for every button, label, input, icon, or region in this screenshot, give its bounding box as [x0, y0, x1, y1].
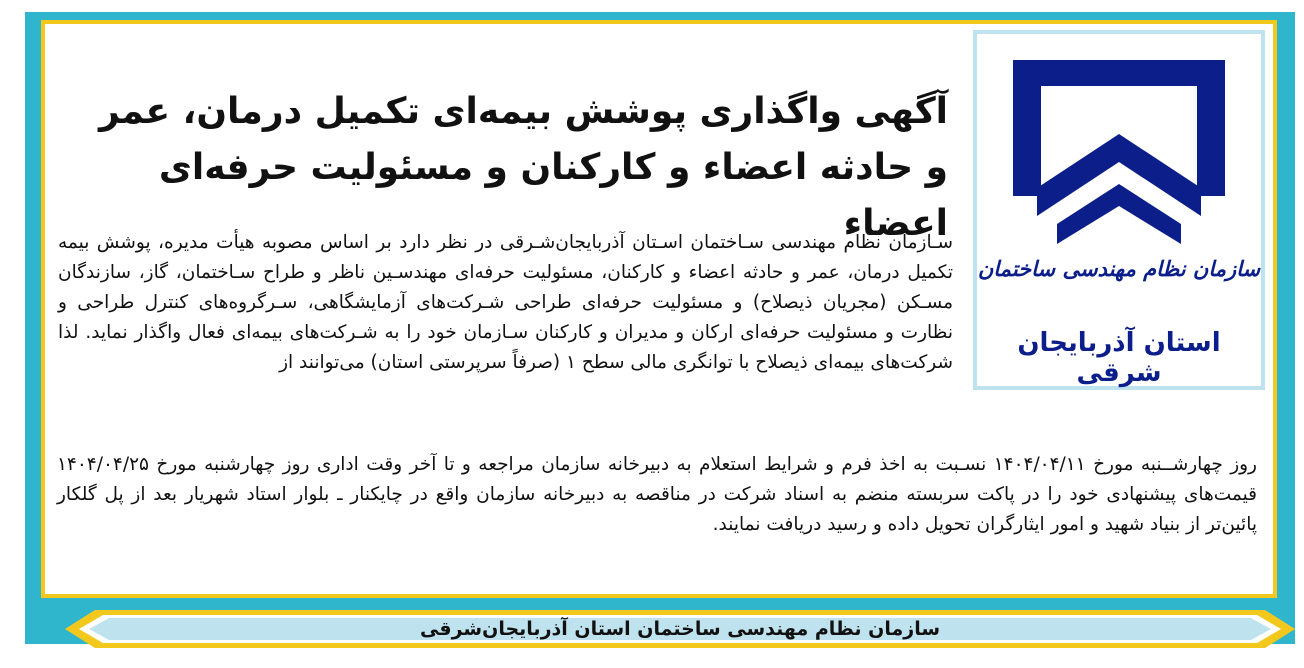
footer-signature-band: [65, 608, 1295, 650]
logo-province-label: استان آذربایجان شرقی: [1017, 328, 1221, 388]
notice-panel: [41, 20, 1277, 598]
notice-title: [68, 84, 948, 252]
notice-body-paragraph-2: روز چهارشــنبه مورخ ۱۴۰۴/۰۴/۱۱ نسـبت به اخذ فرم و شرایط استعلام به دبیرخانه سازمان مراجعه و تا آخر وقت اداری روز چهارشنبه مورخ ۱۴۰۴/۰۴/۲۵ قیمت‌های پیشنهادی خود را در پاکت سربسته منضم به اسناد شرکت در مناقصه به دبیرخانه سازمان واقع در چایکنار ـ بلوار استاد شهریار بعد از پل گلکار پائین‌تر از بنیاد شهید و امور ایثارگران تحویل داده و رسید دریافت نمایند.: [57, 454, 1257, 535]
notice-body-paragraph-1: سـازمان نظام مهندسی سـاختمان اسـتان آذربایجان‌شـرقی در نظر دارد بر اساس مصوبه هیأت مدیره، پوشش بیمه تکمیل درمان، عمر و حادثه اعضاء و کارکنان، مسئولیت حرفه‌ای مهندسـین ناظر و طراح سـاختمان، گاز، سازندگان مسـکن (مجریان ذیصلاح) و مسئولیت حرفه‌ای طراحی شـرکت‌های آزمایشگاهی، سـرگروه‌های کنترل طراحی و نظارت و مسئولیت حرفه‌ای ارکان و مدیران و کارکنان سـازمان خود را به شـرکت‌های بیمه‌ای فعال واگذار نماید. لذا شرکت‌های بیمه‌ای ذیصلاح با توانگری مالی سطح ۱ (صرفاً سرپرستی استان) می‌توانند از: [58, 232, 953, 373]
notice-frame: [25, 12, 1295, 644]
organization-logo: [973, 30, 1265, 390]
logo-name-script: سازمان نظام مهندسی ساختمان: [977, 256, 1261, 281]
title-line-2: و حادثه اعضاء و کارکنان و مسئولیت حرفه‌ای اعضاء: [158, 147, 948, 244]
title-line-1: آگهی واگذاری پوشش بیمه‌ای تکمیل درمان، عمر: [98, 91, 948, 132]
building-roof-logo-icon: [1001, 46, 1237, 246]
footer-signature: سازمان نظام مهندسی ساختمان استان آذربایجان‌شرقی: [419, 618, 941, 640]
